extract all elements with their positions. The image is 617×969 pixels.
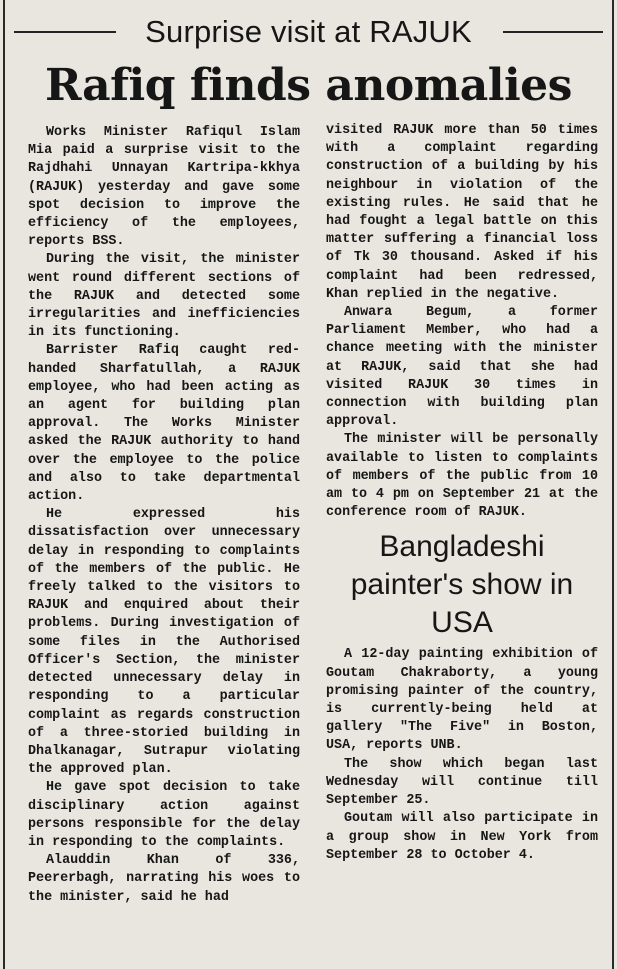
paragraph: Goutam will also participate in a group show in New York from September 28 to October 4. — [326, 811, 598, 863]
second-story-headline: Bangladeshi painter's show in USA — [350, 530, 574, 640]
paragraph: The minister will be personally available to listen to complaints of members of the public from 10 am to 4 pm on September 21 at the conference room of RAJUK. — [326, 432, 598, 521]
kicker-title: Surprise visit at RAJUK — [145, 14, 472, 49]
right-border — [612, 0, 614, 969]
paragraph: He gave spot decision to take disciplinary action against persons responsible for the delay in responding to the complaints. — [28, 780, 300, 850]
paragraph: visited RAJUK more than 50 times with a complaint regarding construction of a building by his neighbour in violation of the existing rules. He said that he had fought a legal battle on this matter suffering a financial loss of Tk 30 thousand. Asked if his complaint had been redressed, Khan replied in the negative. — [326, 123, 598, 302]
left-border — [3, 0, 5, 969]
article-left-column — [28, 124, 300, 907]
headline: Rafiq finds anomalies — [45, 60, 572, 111]
paragraph: He expressed his dissatisfaction over unnecessary delay in responding to complaints of the members of the public. He freely talked to the visitors to RAJUK and enquired about their problems. During investigation of some files in the Authorised Officer's Section, the minister detected unnecessary delay in responding to a particular complaint as regards construction of a three-storied building in Dhalkanagar, Sutrapur violating the approved plan. — [28, 507, 300, 778]
paragraph: Anwara Begum, a former Parliament Member, who had a chance meeting with the minister at RAJUK, said that she had visited RAJUK 30 times in connection with building plan approval. — [326, 305, 598, 430]
paragraph: During the visit, the minister went round different sections of the RAJUK and detected some irregularities and inefficiencies in its functioning. — [28, 252, 300, 341]
paragraph: Alauddin Khan of 336, Peererbagh, narrating his woes to the minister, said he had — [28, 853, 300, 905]
paragraph: A 12-day painting exhibition of Goutam Chakraborty, a young promising painter of the country, is currently-being held at gallery "The Five" in Boston, USA, reports UNB. — [326, 647, 598, 754]
article-right-column — [326, 122, 598, 865]
paragraph: The show which began last Wednesday will continue till September 25. — [326, 756, 598, 809]
paragraph: Works Minister Rafiqul Islam Mia paid a surprise visit to the Rajdhahi Unnayan Kartripa-kkhya (RAJUK) yesterday and gave some spot decision to improve the efficiency of the employees, reports BSS. — [28, 125, 300, 250]
paragraph: Barrister Rafiq caught red-handed Sharfatullah, a RAJUK employee, who had been acting as an agent for building plan approval. The Works Minister asked the RAJUK authority to hand over the employee to the police and also to take departmental action. — [28, 343, 300, 505]
